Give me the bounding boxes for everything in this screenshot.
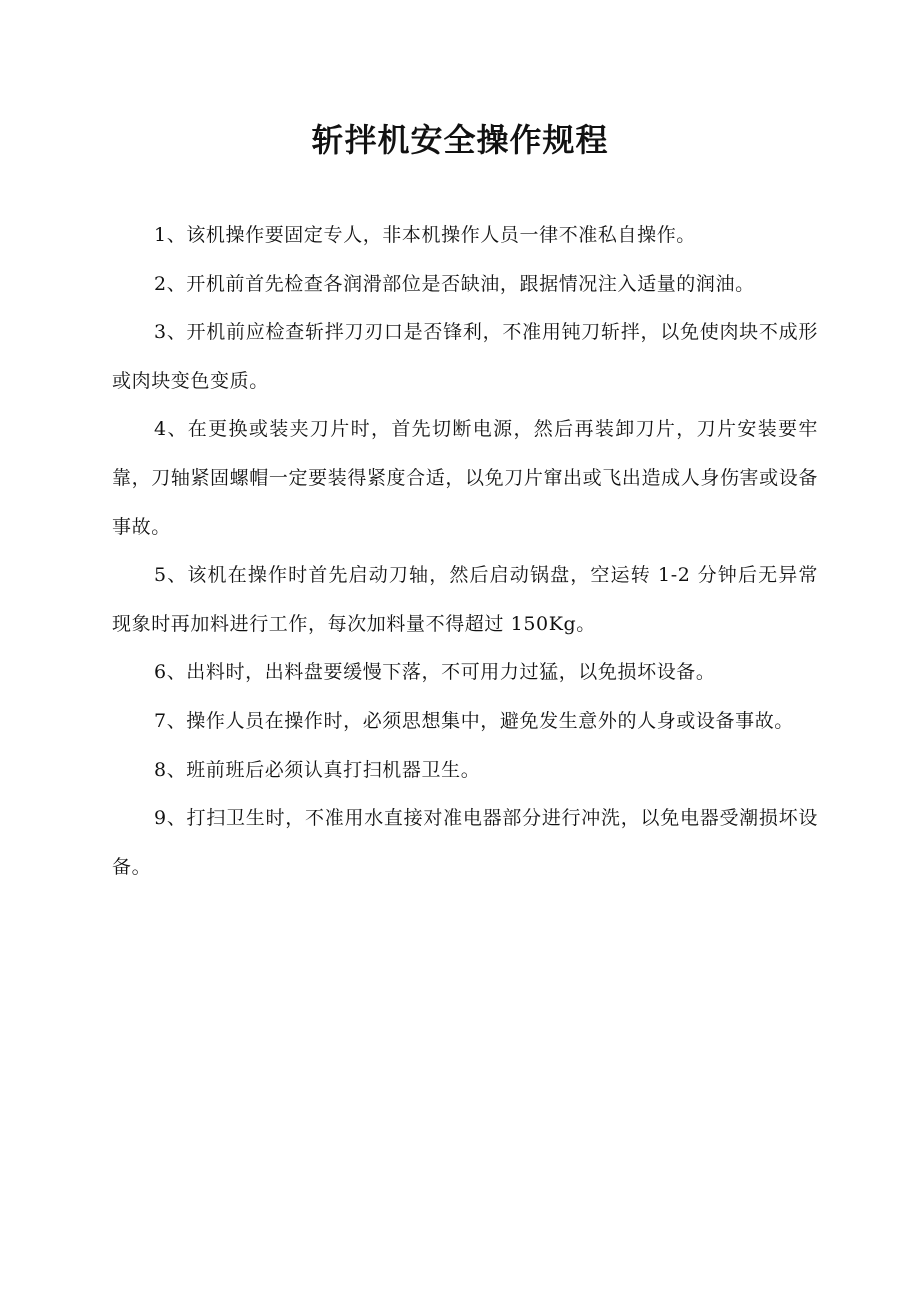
paragraph-5: 5、该机在操作时首先启动刀轴，然后启动锅盘，空运转 1-2 分钟后无异常现象时再加料进行工作，每次加料量不得超过 150Kg。: [112, 564, 818, 635]
paragraph-9: 9、打扫卫生时，不准用水直接对准电器部分进行冲洗，以免电器受潮损坏设备。: [112, 807, 818, 878]
paragraph-2: 2、开机前首先检查各润滑部位是否缺油，跟据情况注入适量的润油。: [154, 272, 755, 295]
document-body: [112, 211, 818, 891]
paragraph-7: 7、操作人员在操作时，必须思想集中，避免发生意外的人身或设备事故。: [154, 709, 794, 732]
paragraph-1: 1、该机操作要固定专人，非本机操作人员一律不准私自操作。: [154, 224, 696, 246]
document-title: 斩拌机安全操作规程: [311, 121, 609, 159]
paragraph-8: 8、班前班后必须认真打扫机器卫生。: [154, 758, 481, 781]
paragraph-6: 6、出料时，出料盘要缓慢下落，不可用力过猛，以免损坏设备。: [154, 661, 716, 684]
paragraph-4: 4、在更换或装夹刀片时，首先切断电源，然后再装卸刀片，刀片安装要牢靠，刀轴紧固螺帽一定要装得紧度合适，以免刀片窜出或飞出造成人身伤害或设备事故。: [112, 418, 818, 538]
paragraph-3: 3、开机前应检查斩拌刀刃口是否锋利，不准用钝刀斩拌，以免使肉块不成形或肉块变色变质。: [112, 321, 818, 392]
